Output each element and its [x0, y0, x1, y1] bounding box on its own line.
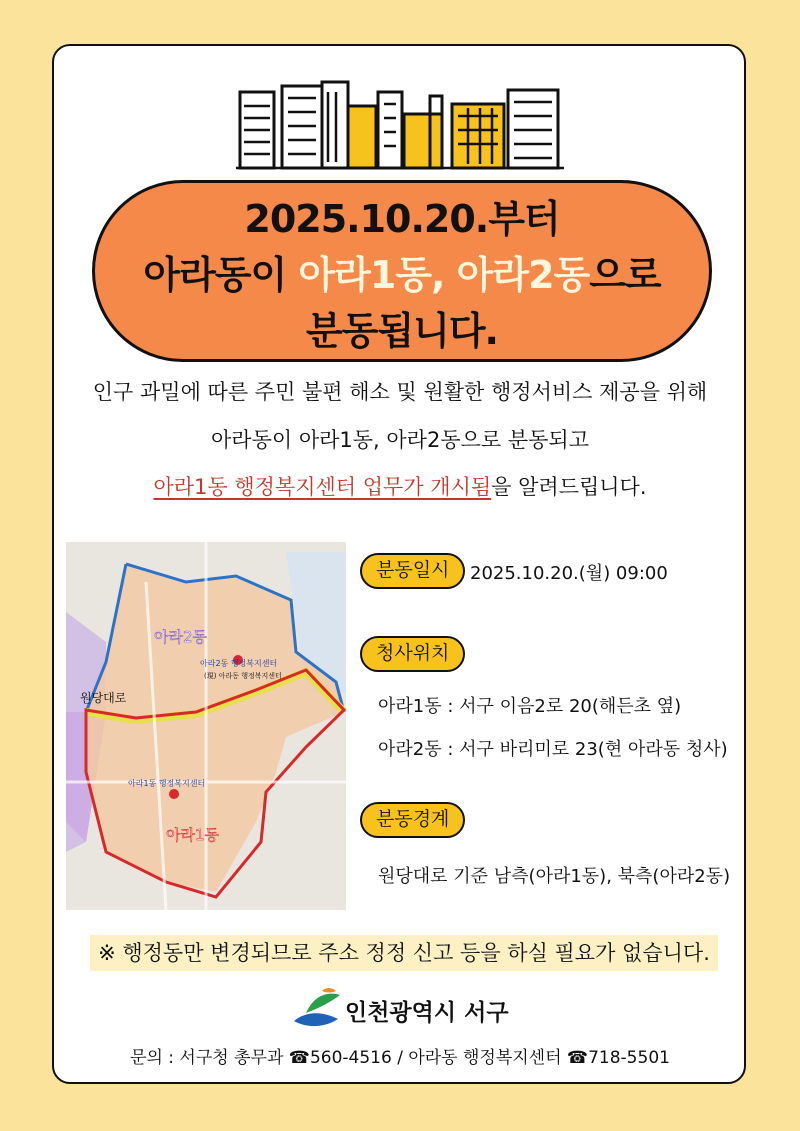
map-label-dong1: 아라1동 — [166, 826, 220, 844]
city-skyline-illustration — [236, 78, 564, 170]
headline-line-2 — [95, 247, 709, 303]
org-name: 인천광역시 서구 — [345, 1000, 509, 1026]
headline-highlight: 아라1동, 아라2동 — [298, 253, 590, 297]
map-label-road: 원당대로 — [80, 691, 127, 705]
location-dong1: 아라1동 : 서구 이음2로 20(해든초 옆) — [378, 696, 682, 717]
intro-line-3-post: 을 알려드립니다. — [491, 475, 647, 499]
map-label-center1: 아라1동 행정복지센터 — [128, 779, 206, 788]
headline-line-2-post: 으로 — [589, 253, 661, 297]
map-label-center2: 아라2동 행정복지센터 — [200, 659, 278, 668]
headline-pill — [92, 180, 712, 362]
date-value: 2025.10.20.(월) 09:00 — [470, 563, 668, 584]
notice-banner: ※ 행정동만 변경되므로 주소 정정 신고 등을 하실 필요가 없습니다. — [90, 935, 718, 971]
location-dong2: 아라2동 : 서구 바리미로 23(현 아라동 청사) — [378, 739, 728, 760]
headline-line-3: 분동됩니다. — [306, 309, 498, 353]
contact-info: 문의 : 서구청 총무과 ☎560-4516 / 아라동 행정복지센터 ☎718-5501 — [130, 1048, 670, 1068]
badge-boundary: 분동경계 — [360, 802, 465, 838]
intro-line-3 — [60, 471, 740, 501]
headline-line-1: 2025.10.20.부터 — [244, 197, 560, 241]
intro-line-1: 인구 과밀에 따른 주민 불편 해소 및 원활한 행정서비스 제공을 위해 — [92, 380, 708, 404]
boundary-value: 원당대로 기준 남측(아라1동), 북측(아라2동) — [378, 866, 731, 887]
headline-line-2-pre: 아라동이 — [143, 253, 299, 297]
map-label-dong2: 아라2동 — [154, 628, 208, 646]
intro-line-2: 아라동이 아라1동, 아라2동으로 분동되고 — [211, 428, 589, 452]
badge-date: 분동일시 — [360, 553, 465, 589]
district-map — [66, 542, 346, 910]
badge-location: 청사위치 — [360, 636, 465, 672]
intro-highlight: 아라1동 행정복지센터 업무가 개시됨 — [153, 475, 492, 499]
map-label-center2-sub: (現) 아라동 행정복지센터 — [204, 672, 282, 680]
